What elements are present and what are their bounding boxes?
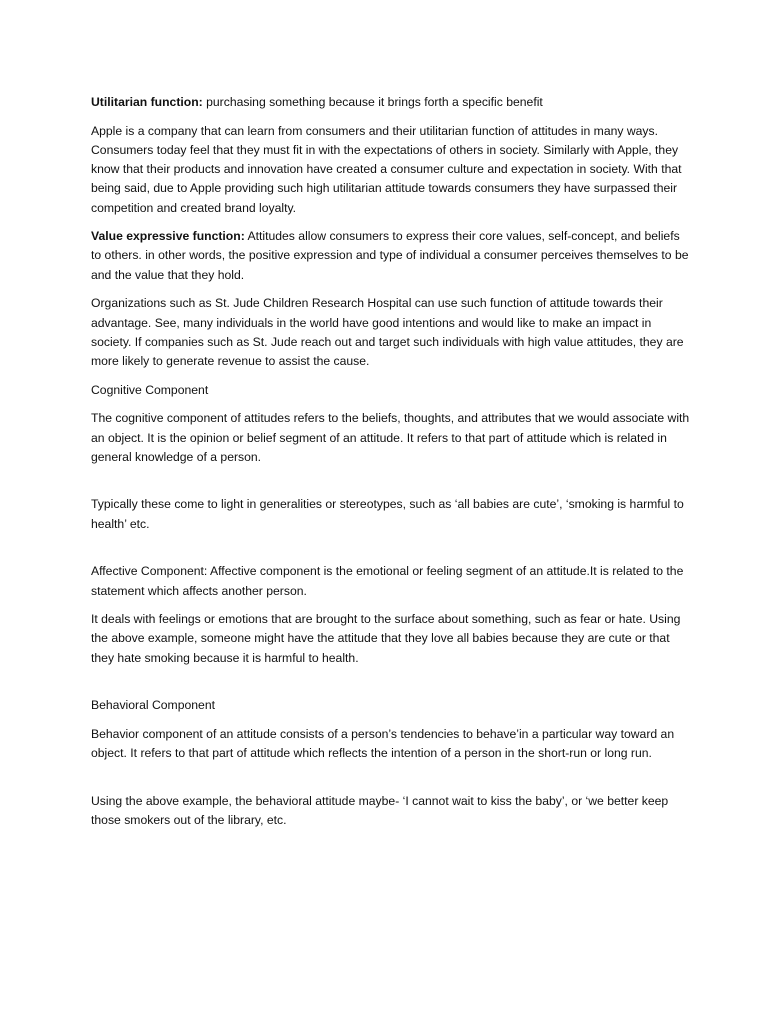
paragraph-utilitarian-function bbox=[91, 93, 691, 112]
paragraph-cognitive-definition: The cognitive component of attitudes refers to the beliefs, thoughts, and attributes that we would associate with an object. It is the opinion or belief segment of an attitude. It refers to that part of attitude which is related in general knowledge of a person. bbox=[91, 411, 690, 464]
heading-utilitarian-function: Utilitarian function: bbox=[91, 95, 203, 109]
heading-value-expressive-function: Value expressive function: bbox=[91, 229, 245, 244]
paragraph-affective-component: Affective Component: Affective component is the emotional or feeling segment of an attitude.It is related to the statement which affects another person. bbox=[91, 564, 684, 598]
paragraph-behavioral-example: Using the above example, the behavioral attitude maybe- ‘I cannot wait to kiss the baby’, or ‘we better keep those smokers out of the library, etc. bbox=[91, 793, 669, 828]
paragraph-behavioral-definition: Behavior component of an attitude consists of a person’s tendencies to behave’in a particular way toward an object. It refers to that part of attitude which reflects the intention of a person in the short-run or long run. bbox=[91, 727, 675, 761]
value-expressive-definition: Attitudes allow consumers to express their core values, self-concept, and beliefs to others. in other words, the positive expression and type of individual a consumer perceives themselves to be and the value that they hold. bbox=[91, 229, 689, 282]
paragraph-st-jude-example: Organizations such as St. Jude Children Research Hospital can use such function of attitude towards their advantage. See, many individuals in the world have good intentions and would like to make an impact in society. If companies such as St. Jude reach out and target such individuals with high value attitudes, they are more likely to generate revenue to assist the cause. bbox=[91, 296, 684, 368]
document-body bbox=[91, 93, 691, 840]
paragraph-value-expressive-function bbox=[91, 227, 691, 285]
paragraph-affective-example: It deals with feelings or emotions that are brought to the surface about something, such as fear or hate. Using the above example, someone might have the attitude that they love all babies because they are cute or that they hate smoking because it is harmful to health. bbox=[91, 612, 681, 665]
utilitarian-function-definition: purchasing something because it brings forth a specific benefit bbox=[202, 95, 543, 109]
heading-cognitive-component: Cognitive Component bbox=[91, 382, 209, 397]
paragraph-apple-example: Apple is a company that can learn from consumers and their utilitarian function of attitudes in many ways. Consumers today feel that they must fit in with the expectations of others in society. Similarly with Apple, they know that their products and innovation have created a consumer culture and expectation in society. With that being said, due to Apple providing such high utilitarian attitude towards consumers they have surpassed their competition and created brand loyalty. bbox=[91, 123, 682, 215]
paragraph-cognitive-example: Typically these come to light in generalities or stereotypes, such as ‘all babies are cute’, ‘smoking is harmful to health’ etc. bbox=[91, 497, 684, 531]
heading-behavioral-component: Behavioral Component bbox=[91, 698, 215, 713]
